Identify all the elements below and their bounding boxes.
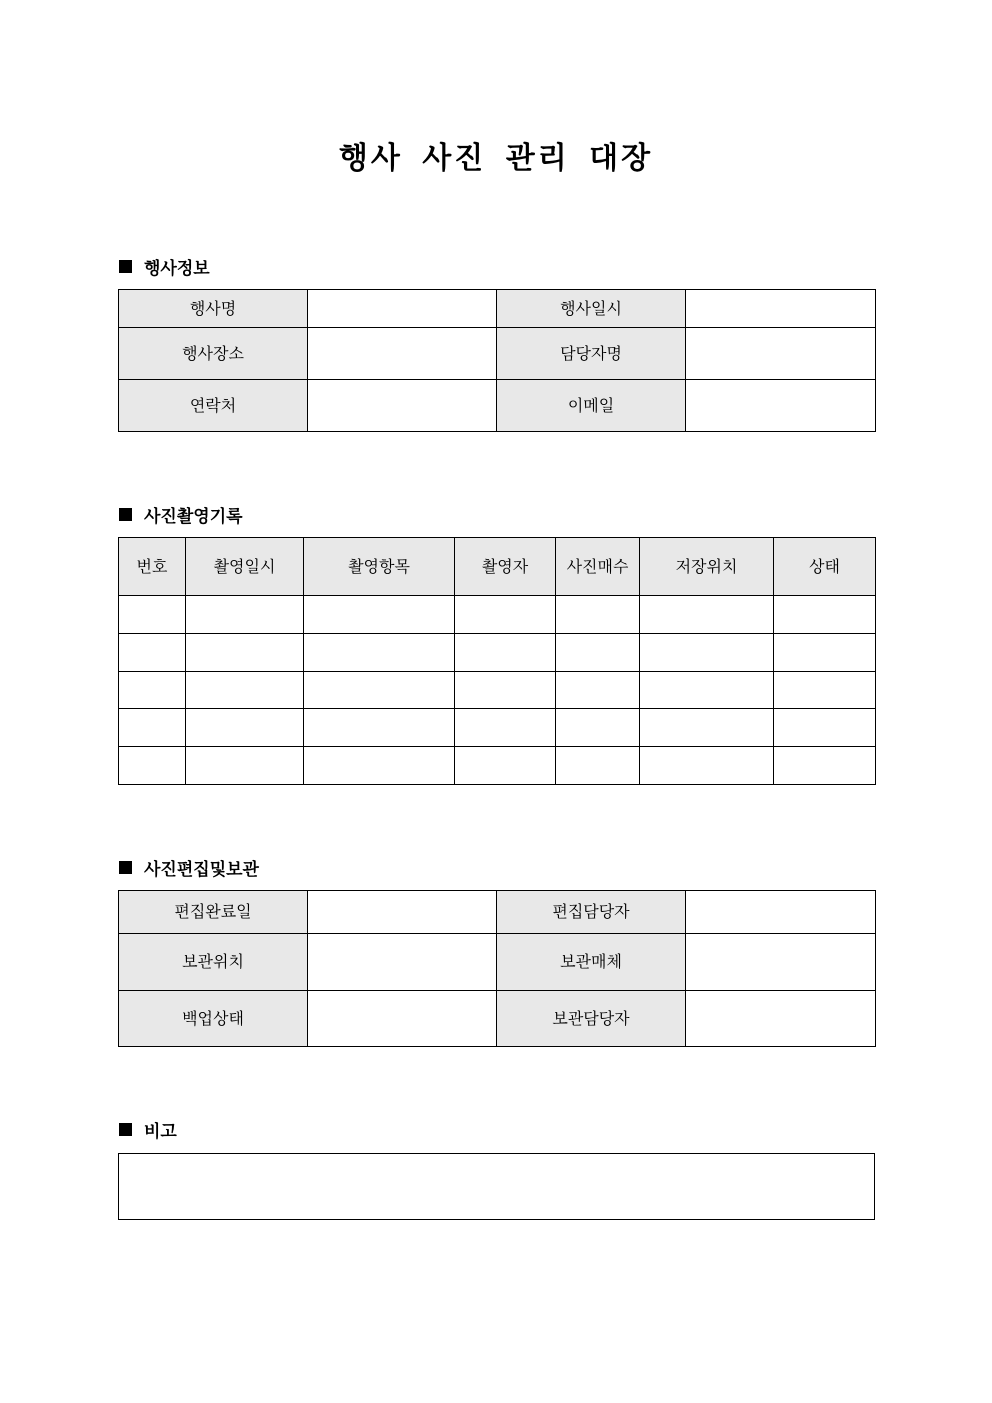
event-name-field[interactable] <box>308 290 497 328</box>
field-label: 보관매체 <box>497 934 686 991</box>
table-cell[interactable] <box>556 709 640 747</box>
table-cell[interactable] <box>556 596 640 634</box>
section-heading-label: 행사정보 <box>144 259 210 279</box>
table-cell[interactable] <box>640 747 774 785</box>
table-cell[interactable] <box>304 747 455 785</box>
table-row <box>119 991 876 1047</box>
column-header: 번호 <box>119 538 186 596</box>
table-cell[interactable] <box>640 634 774 672</box>
table-cell[interactable] <box>304 709 455 747</box>
contact-field[interactable] <box>308 380 497 432</box>
square-bullet-icon <box>119 861 132 874</box>
column-header: 저장위치 <box>640 538 774 596</box>
editing-storage-table <box>118 890 876 1047</box>
table-cell[interactable] <box>455 596 556 634</box>
event-info-table <box>118 289 876 432</box>
table-header-row <box>119 538 876 596</box>
square-bullet-icon <box>119 508 132 521</box>
table-row <box>119 290 876 328</box>
table-cell[interactable] <box>774 672 876 709</box>
table-row <box>119 328 876 380</box>
storage-media-field[interactable] <box>686 934 876 991</box>
shooting-record-table <box>118 537 876 785</box>
section-heading-label: 사진편집및보관 <box>144 860 259 880</box>
page-title: 행사 사진 관리 대장 <box>338 141 654 176</box>
storage-location-field[interactable] <box>308 934 497 991</box>
table-cell[interactable] <box>455 634 556 672</box>
edit-complete-date-field[interactable] <box>308 891 497 934</box>
table-cell[interactable] <box>186 747 304 785</box>
field-label: 연락처 <box>119 380 308 432</box>
table-cell[interactable] <box>119 596 186 634</box>
table-cell[interactable] <box>640 596 774 634</box>
field-label: 보관담당자 <box>497 991 686 1047</box>
table-row <box>119 380 876 432</box>
column-header: 촬영항목 <box>304 538 455 596</box>
table-row <box>119 672 876 709</box>
field-label: 편집완료일 <box>119 891 308 934</box>
section-heading-remarks <box>119 1117 177 1142</box>
field-label: 행사일시 <box>497 290 686 328</box>
table-row <box>119 634 876 672</box>
section-heading-shooting-record <box>119 502 243 527</box>
column-header: 상태 <box>774 538 876 596</box>
email-field[interactable] <box>686 380 876 432</box>
column-header: 사진매수 <box>556 538 640 596</box>
table-cell[interactable] <box>186 672 304 709</box>
section-heading-event-info <box>119 254 210 279</box>
table-cell[interactable] <box>186 634 304 672</box>
table-cell[interactable] <box>774 747 876 785</box>
table-cell[interactable] <box>119 709 186 747</box>
table-cell[interactable] <box>640 709 774 747</box>
table-cell[interactable] <box>304 596 455 634</box>
column-header: 촬영자 <box>455 538 556 596</box>
field-label: 이메일 <box>497 380 686 432</box>
square-bullet-icon <box>119 1123 132 1136</box>
table-cell[interactable] <box>556 747 640 785</box>
field-label: 보관위치 <box>119 934 308 991</box>
square-bullet-icon <box>119 260 132 273</box>
event-datetime-field[interactable] <box>686 290 876 328</box>
table-cell[interactable] <box>119 672 186 709</box>
column-header: 촬영일시 <box>186 538 304 596</box>
table-cell[interactable] <box>774 634 876 672</box>
storage-manager-field[interactable] <box>686 991 876 1047</box>
table-row <box>119 709 876 747</box>
table-cell[interactable] <box>640 672 774 709</box>
table-row <box>119 934 876 991</box>
field-label: 편집담당자 <box>497 891 686 934</box>
table-cell[interactable] <box>304 672 455 709</box>
table-cell[interactable] <box>774 709 876 747</box>
manager-name-field[interactable] <box>686 328 876 380</box>
table-cell[interactable] <box>455 709 556 747</box>
table-cell[interactable] <box>119 634 186 672</box>
table-cell[interactable] <box>556 672 640 709</box>
event-venue-field[interactable] <box>308 328 497 380</box>
table-cell[interactable] <box>455 747 556 785</box>
table-row <box>119 891 876 934</box>
editor-field[interactable] <box>686 891 876 934</box>
section-heading-editing-storage <box>119 855 259 880</box>
table-cell[interactable] <box>774 596 876 634</box>
table-row <box>119 747 876 785</box>
table-cell[interactable] <box>186 596 304 634</box>
field-label: 담당자명 <box>497 328 686 380</box>
field-label: 행사명 <box>119 290 308 328</box>
table-cell[interactable] <box>304 634 455 672</box>
table-cell[interactable] <box>556 634 640 672</box>
table-cell[interactable] <box>119 747 186 785</box>
table-cell[interactable] <box>186 709 304 747</box>
field-label: 백업상태 <box>119 991 308 1047</box>
table-cell[interactable] <box>455 672 556 709</box>
remarks-field[interactable] <box>118 1153 875 1220</box>
backup-status-field[interactable] <box>308 991 497 1047</box>
table-row <box>119 596 876 634</box>
field-label: 행사장소 <box>119 328 308 380</box>
section-heading-label: 비고 <box>144 1122 177 1142</box>
section-heading-label: 사진촬영기록 <box>144 507 243 527</box>
